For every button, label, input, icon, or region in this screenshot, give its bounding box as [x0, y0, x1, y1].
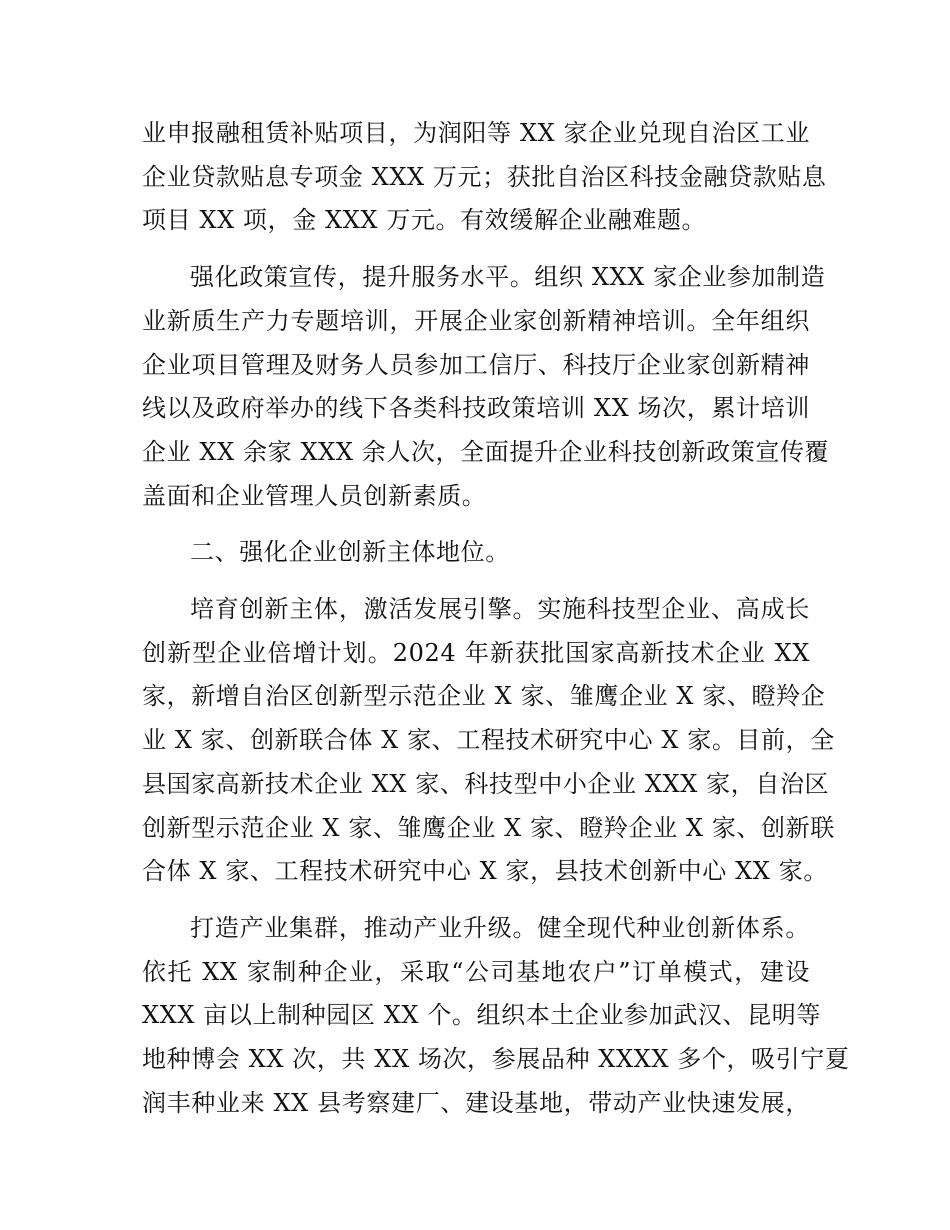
paragraph-financing-subsidies [142, 112, 827, 243]
text-line: XXX 亩以上制种园区 XX 个。组织本土企业参加武汉、昆明等 [142, 1001, 821, 1030]
text-line: 打造产业集群，推动产业升级。健全现代种业创新体系。 [190, 913, 810, 942]
text-line: 创新型示范企业 X 家、雏鹰企业 X 家、瞪羚企业 X 家、创新联 [142, 813, 835, 842]
text-line: 项目 XX 项，金 XXX 万元。有效缓解企业融难题。 [142, 206, 707, 235]
paragraph-policy-promotion [142, 256, 830, 518]
text-line: 业新质生产力专题培训，开展企业家创新精神培训。全年组织 [142, 306, 810, 335]
text-line: 培育创新主体，激活发展引擎。实施科技型企业、高成长 [190, 595, 810, 624]
text-line: 盖面和企业管理人员创新素质。 [142, 481, 487, 510]
text-line: 县国家高新技术企业 XX 家、科技型中小企业 XXX 家，自治区 [142, 769, 830, 798]
text-line: 家，新增自治区创新型示范企业 X 家、雏鹰企业 X 家、瞪羚企 [142, 682, 826, 711]
text-line: 企业项目管理及财务人员参加工信厅、科技厅企业家创新精神 [142, 350, 810, 379]
text-line: 地种博会 XX 次，共 XX 场次，参展品种 XXXX 多个，吸引宁夏 [142, 1045, 850, 1074]
text-line: 线以及政府举办的线下各类科技政策培训 XX 场次，累计培训 [142, 394, 810, 423]
text-line: 业申报融租赁补贴项目，为润阳等 XX 家企业兑现自治区工业 [142, 119, 810, 147]
text-line: 企业 XX 余家 XXX 余人次，全面提升企业科技创新政策宣传覆 [142, 437, 830, 466]
text-line: 强化政策宣传，提升服务水平。组织 XXX 家企业参加制造 [190, 263, 826, 292]
text-line: 企业贷款贴息专项金 XXX 万元；获批自治区科技金融贷款贴息 [142, 162, 827, 191]
paragraph-innovation-entities [142, 588, 835, 894]
text-line: 合体 X 家、工程技术研究中心 X 家，县技术创新中心 XX 家。 [142, 857, 828, 886]
text-line: 依托 XX 家制种企业，采取“公司基地农户”订单模式，建设 [142, 957, 810, 986]
text-line: 二、强化企业创新主体地位。 [190, 538, 510, 567]
section-heading [142, 531, 810, 575]
text-line: 润丰种业来 XX 县考察建厂、建设基地，带动产业快速发展， [142, 1088, 810, 1117]
paragraph-industry-clusters [142, 907, 850, 1126]
document-body [142, 112, 850, 1125]
text-line: 创新型企业倍增计划。2024 年新获批国家高新技术企业 XX [142, 638, 810, 667]
text-line: 业 X 家、创新联合体 X 家、工程技术研究中心 X 家。目前，全 [142, 726, 835, 755]
